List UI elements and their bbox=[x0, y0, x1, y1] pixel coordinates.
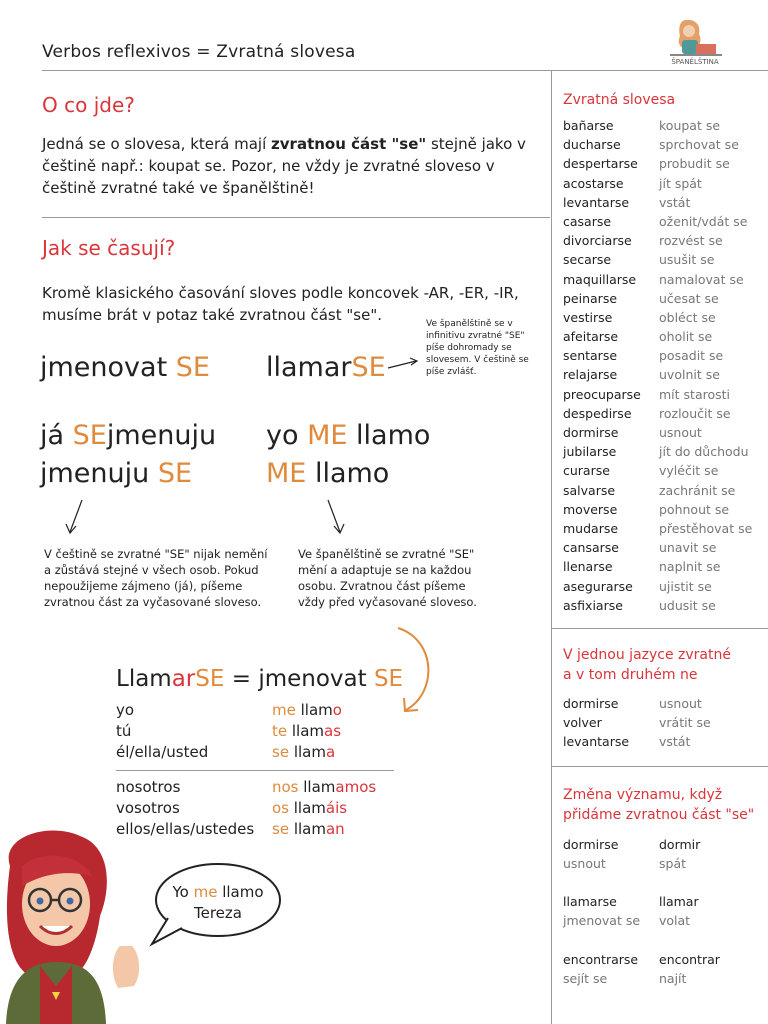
es-example-1 bbox=[266, 420, 430, 452]
reflexive-pronoun: te bbox=[272, 722, 288, 740]
meaning-change-pair bbox=[563, 892, 699, 930]
text-run: stejně jako v češtině např.: koupat se. Pozor, ne vždy je zvratné sloveso v češtině zvratné také ve španělštině! bbox=[42, 135, 526, 197]
text-run: Yo bbox=[172, 883, 194, 901]
czech-verb: usnout bbox=[659, 425, 702, 440]
section-what-title: O co jde? bbox=[42, 93, 135, 117]
text-run: llamo bbox=[306, 458, 390, 489]
title-line: V jednou jazyce zvratné bbox=[563, 647, 731, 663]
section-rule bbox=[42, 217, 550, 218]
list-item bbox=[563, 231, 752, 250]
reflexive-part: ME bbox=[307, 420, 348, 451]
conjugation-title bbox=[116, 666, 403, 692]
conjugation-row bbox=[116, 742, 342, 763]
base-gloss: spát bbox=[659, 856, 687, 871]
equals-sign: = bbox=[224, 666, 259, 692]
sidebar-rule bbox=[551, 628, 768, 629]
czech-verb: jít spát bbox=[659, 175, 702, 191]
text-run: llamo bbox=[217, 883, 264, 901]
spanish-verb: afeitarse bbox=[563, 329, 619, 345]
list-item bbox=[563, 154, 752, 173]
avatar bbox=[0, 826, 150, 1024]
note-spanish: Ve španělštině se zvratné "SE" mění a adaptuje se na každou osobu. Zvratnou část píšeme vždy před vyčasované sloveso. bbox=[298, 547, 477, 609]
side-note: Ve španělštině se v infinitivu zvratné "SE" píše dohromady se slovesem. V češtině se píše zvlášť. bbox=[426, 319, 529, 377]
verb-stem: llam bbox=[289, 799, 326, 817]
reflexive-part: SE bbox=[195, 666, 225, 692]
list-item bbox=[563, 212, 752, 231]
base-gloss: volat bbox=[659, 913, 691, 928]
czech-verb: posadit se bbox=[659, 348, 724, 364]
reflexive-part: SE bbox=[373, 666, 404, 692]
list-item bbox=[563, 694, 711, 713]
header-rule bbox=[42, 70, 768, 71]
conjugation-row bbox=[116, 700, 342, 721]
list-item bbox=[563, 385, 752, 404]
text-run: jmenuju bbox=[40, 458, 158, 489]
verb-stem: llam bbox=[289, 820, 326, 838]
spanish-verb: salvarse bbox=[563, 482, 616, 498]
verb-stem: llam bbox=[289, 743, 326, 761]
spanish-verb: peinarse bbox=[563, 290, 618, 306]
spanish-verb: maquillarse bbox=[563, 271, 637, 287]
spanish-verb: divorciarse bbox=[563, 233, 632, 249]
spanish-verb: relajarse bbox=[563, 367, 618, 383]
list-item bbox=[563, 365, 752, 384]
pronoun: nosotros bbox=[116, 778, 181, 796]
spanish-verb: dormirse bbox=[563, 425, 619, 440]
cz-example-1 bbox=[40, 420, 216, 452]
list-item bbox=[563, 135, 752, 154]
list-item bbox=[563, 250, 752, 269]
spanish-verb: casarse bbox=[563, 213, 612, 229]
logo bbox=[660, 14, 730, 68]
spanish-verb: dormirse bbox=[563, 696, 619, 711]
list-item bbox=[563, 423, 752, 442]
pronoun: vosotros bbox=[116, 799, 180, 817]
logo-text: ŠPANĚLŠTINA bbox=[671, 58, 719, 66]
section-how-intro: Kromě klasického časování sloves podle koncovek -AR, -ER, -IR, musíme brát v potaz také zvratnou část "se". bbox=[42, 284, 519, 324]
czech-verb: vyléčit se bbox=[659, 463, 719, 479]
verb-ending: o bbox=[332, 701, 342, 719]
verb-ending: a bbox=[325, 743, 336, 761]
list-item bbox=[563, 346, 752, 365]
czech-verb: ujistit se bbox=[659, 578, 712, 594]
list-item bbox=[563, 404, 752, 423]
reflexive-pronoun: se bbox=[272, 820, 290, 838]
title-line: Změna významu, když bbox=[563, 787, 723, 803]
conjugation-row bbox=[116, 777, 376, 798]
reflexive-gloss: jmenovat se bbox=[563, 913, 641, 928]
speech-line-2: Tereza bbox=[194, 904, 242, 922]
reflexive-form: encontrarse bbox=[563, 952, 639, 967]
title-line: přidáme zvratnou část "se" bbox=[563, 807, 755, 823]
text-run: llamar bbox=[266, 352, 352, 383]
list-item bbox=[563, 461, 752, 480]
ending: ar bbox=[171, 666, 196, 692]
reflexive-pronoun: se bbox=[272, 743, 290, 761]
reflexive-part: SE bbox=[157, 458, 193, 489]
reflexive-pronoun: os bbox=[272, 799, 289, 817]
spanish-verb: sentarse bbox=[563, 348, 618, 364]
conjugation-singular bbox=[116, 700, 342, 763]
arrow-down-left-icon bbox=[62, 498, 88, 538]
czech-verb: vstát bbox=[659, 734, 691, 750]
czech-verb: pohnout se bbox=[659, 501, 730, 517]
list-item bbox=[563, 174, 752, 193]
speech-line-1 bbox=[160, 882, 276, 903]
list-item bbox=[563, 481, 752, 500]
reflexive-part: ME bbox=[266, 458, 307, 489]
verb-ending: áis bbox=[325, 799, 348, 817]
es-example-2 bbox=[266, 458, 389, 490]
spanish-verb: secarse bbox=[563, 252, 612, 268]
text-run: Llam bbox=[116, 666, 172, 692]
reflexive-form: dormirse bbox=[563, 837, 619, 852]
spanish-verb: llenarse bbox=[563, 559, 613, 575]
reflexive-pronoun: me bbox=[272, 701, 296, 719]
column-divider bbox=[551, 70, 552, 1024]
page-title: Verbos reflexivos = Zvratná slovesa bbox=[42, 42, 356, 62]
pronoun: él/ella/usted bbox=[116, 743, 209, 761]
spanish-verb: despedirse bbox=[563, 405, 632, 421]
czech-verb: koupat se bbox=[659, 118, 721, 133]
reflexive-gloss: sejít se bbox=[563, 971, 608, 986]
text-run: jmenovat bbox=[258, 666, 374, 692]
list-item bbox=[563, 500, 752, 519]
spanish-verb: ducharse bbox=[563, 137, 621, 153]
sidebar-box3-title bbox=[563, 785, 754, 825]
reflexive-pronoun: me bbox=[193, 883, 218, 901]
spanish-verb: moverse bbox=[563, 501, 618, 517]
reflexive-part: SE bbox=[72, 420, 107, 451]
text-run: jmenovat bbox=[40, 352, 176, 383]
spanish-verb: despertarse bbox=[563, 156, 638, 172]
reflexive-form: llamarse bbox=[563, 894, 617, 909]
czech-verb: vrátit se bbox=[659, 715, 711, 731]
list-item bbox=[563, 308, 752, 327]
pronoun: tú bbox=[116, 722, 132, 740]
verb-stem: llam bbox=[295, 701, 333, 719]
verb-ending: as bbox=[324, 722, 342, 740]
czech-verb: mít starosti bbox=[659, 386, 730, 402]
czech-verb: oholit se bbox=[659, 329, 713, 345]
czech-verb: probudit se bbox=[659, 156, 730, 172]
czech-verb: usnout bbox=[659, 696, 702, 711]
sidebar-rule bbox=[551, 766, 768, 767]
czech-verb: oženit/vdát se bbox=[659, 213, 748, 229]
cz-example-2 bbox=[40, 458, 192, 490]
czech-verb: zachránit se bbox=[659, 482, 736, 498]
list-item bbox=[563, 732, 711, 751]
verb-stem: llam bbox=[287, 722, 325, 740]
list-item bbox=[563, 116, 752, 135]
czech-verb: sprchovat se bbox=[659, 137, 739, 153]
spanish-verb: preocuparse bbox=[563, 386, 641, 402]
list-item bbox=[563, 327, 752, 346]
reflexive-verb-list bbox=[563, 116, 752, 615]
list-item bbox=[563, 596, 752, 615]
czech-verb: vstát bbox=[659, 194, 691, 210]
list-item bbox=[563, 193, 752, 212]
spanish-verb: asegurarse bbox=[563, 578, 633, 594]
sidebar-box2-list bbox=[563, 694, 711, 752]
meaning-change-pair bbox=[563, 950, 720, 988]
spanish-verb: curarse bbox=[563, 463, 610, 479]
spanish-verb: bañarse bbox=[563, 118, 614, 133]
base-form: dormir bbox=[659, 837, 701, 852]
spanish-verb: volver bbox=[563, 715, 602, 731]
text-run: llamo bbox=[347, 420, 431, 451]
reflexive-pronoun: nos bbox=[272, 778, 299, 796]
meaning-change-pair bbox=[563, 835, 700, 873]
conjugation-row bbox=[116, 798, 376, 819]
spanish-verb: jubilarse bbox=[563, 444, 617, 460]
text-run: jmenuju bbox=[106, 420, 217, 451]
verb-ending: amos bbox=[335, 778, 377, 796]
base-gloss: najít bbox=[659, 971, 687, 986]
note-czech: V češtině se zvratné "SE" nijak nemění a zůstává stejné v všech osob. Pokud nepoužijeme zájmeno (já), píšeme zvratnou část za vyčasované sloveso. bbox=[44, 547, 268, 609]
verb-ending: an bbox=[325, 820, 345, 838]
conjugation-row bbox=[116, 721, 342, 742]
czech-verb: usušit se bbox=[659, 252, 715, 268]
czech-verb: obléct se bbox=[659, 309, 716, 325]
list-item bbox=[563, 519, 752, 538]
czech-verb: učesat se bbox=[659, 290, 719, 306]
spanish-verb: asfixiarse bbox=[563, 597, 623, 613]
sidebar-box2-title bbox=[563, 645, 731, 685]
base-form: llamar bbox=[659, 894, 699, 909]
text-bold: zvratnou část "se" bbox=[271, 135, 427, 153]
sidebar-title: Zvratná slovesa bbox=[563, 92, 676, 108]
reflexive-part: SE bbox=[175, 352, 210, 383]
spanish-verb: levantarse bbox=[563, 734, 630, 750]
czech-verb: naplnit se bbox=[659, 559, 721, 575]
reflexive-part: SE bbox=[351, 352, 386, 383]
list-item bbox=[563, 289, 752, 308]
czech-verb: jít do důchodu bbox=[659, 444, 749, 460]
list-item bbox=[563, 270, 752, 289]
list-item bbox=[563, 557, 752, 576]
czech-verb: unavit se bbox=[659, 540, 717, 556]
list-item bbox=[563, 713, 711, 732]
czech-verb: namalovat se bbox=[659, 271, 744, 287]
base-form: encontrar bbox=[659, 952, 720, 967]
czech-verb: uvolnit se bbox=[659, 367, 720, 383]
reflexive-gloss: usnout bbox=[563, 856, 606, 871]
czech-verb: přestěhovat se bbox=[659, 520, 753, 536]
title-line: a v tom druhém ne bbox=[563, 667, 698, 683]
section-how-title: Jak se časují? bbox=[42, 236, 176, 260]
text-run: Jedná se o slovesa, která mají bbox=[42, 135, 272, 153]
pronoun: ellos/ellas/ustedes bbox=[116, 820, 255, 838]
arrow-down-right-icon bbox=[322, 498, 348, 538]
verb-stem: llam bbox=[298, 778, 336, 796]
czech-verb: udusit se bbox=[659, 597, 716, 613]
speech-bubble-text bbox=[160, 882, 276, 924]
pronoun: yo bbox=[116, 701, 135, 719]
conjugation-row bbox=[116, 819, 376, 840]
conjugation-plural bbox=[116, 777, 376, 840]
spanish-verb: acostarse bbox=[563, 175, 624, 191]
text-run: já bbox=[40, 420, 73, 451]
czech-verb: rozvést se bbox=[659, 233, 723, 249]
list-item bbox=[563, 577, 752, 596]
cz-infinitive bbox=[40, 352, 210, 384]
list-item bbox=[563, 538, 752, 557]
spanish-verb: levantarse bbox=[563, 194, 630, 210]
spanish-verb: cansarse bbox=[563, 540, 619, 556]
spanish-verb: mudarse bbox=[563, 520, 619, 536]
section-what-text bbox=[42, 133, 542, 199]
text-run: yo bbox=[266, 420, 308, 451]
czech-verb: rozloučit se bbox=[659, 405, 731, 421]
list-item bbox=[563, 442, 752, 461]
arrow-right-icon bbox=[386, 356, 422, 372]
conjugation-divider bbox=[116, 770, 394, 771]
spanish-verb: vestirse bbox=[563, 309, 613, 325]
es-infinitive bbox=[266, 352, 386, 384]
